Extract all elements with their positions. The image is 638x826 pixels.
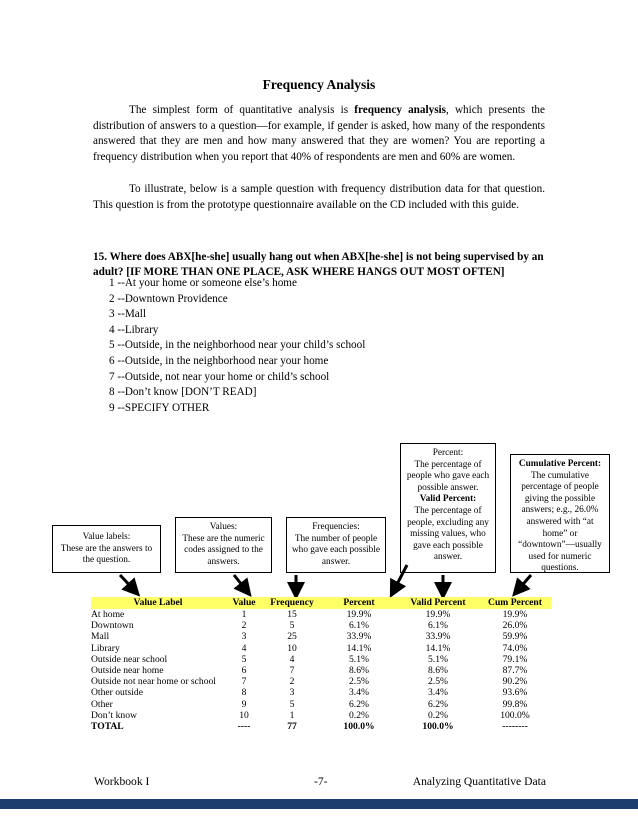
table-row (91, 687, 551, 698)
cell-cum-percent: 100.0% (500, 709, 530, 721)
cumulative-percent-arrow (518, 575, 531, 590)
cell-cum-percent: 26.0% (502, 620, 528, 632)
cell-value: 5 (241, 653, 247, 665)
cell-value-label: Library (91, 642, 120, 654)
valid-percent-callout-text: The percentage of people, excluding any missing values, who gave each possible answer. (407, 505, 489, 563)
answer-option: 3 --Mall (109, 308, 146, 321)
cell-frequency: 10 (287, 642, 297, 654)
col-header-valid-percent: Valid Percent (397, 597, 479, 609)
col-header-value: Value (225, 597, 263, 609)
survey-question: 15. Where does ABX[he-she] usually hang out when ABX[he-she] is not being supervised by an adult? [IF MORE THAN ONE PLACE, ASK WHERE HANGS OUT MOST OFTEN] (93, 251, 544, 279)
cell-percent: 6.2% (349, 698, 369, 710)
cell-cum-percent: -------- (502, 721, 528, 733)
footer-right: Analyzing Quantitative Data (412, 775, 546, 788)
cell-frequency: 5 (289, 620, 295, 632)
cell-valid-percent: 14.1% (425, 642, 451, 654)
cell-cum-percent: 19.9% (502, 609, 528, 620)
cell-value-label: Outside near home (91, 665, 164, 677)
cell-percent: 14.1% (346, 642, 372, 654)
cell-value-label: Other outside (91, 687, 143, 699)
table-total-row (91, 721, 551, 732)
percent-callout-text: The percentage of people who gave each possible answer. (406, 459, 490, 493)
frequency-table (91, 597, 551, 732)
answer-option: 2 --Downtown Providence (109, 292, 228, 305)
values-arrow (234, 575, 246, 590)
table-row (91, 676, 551, 687)
cell-value: 8 (241, 687, 247, 699)
cell-valid-percent: 6.1% (428, 620, 448, 632)
cumulative-callout-text: The cumulative percentage of people giving the possible answers; e.g., 26.0% answered with “at home” or “downtown”—usually used for numeric questions. (518, 470, 602, 574)
cell-cum-percent: 99.8% (502, 698, 528, 710)
frequencies-callout-title: Frequencies (312, 522, 358, 532)
footer-page-number: -7- (314, 775, 328, 788)
cell-percent: 8.6% (349, 665, 369, 677)
cell-valid-percent: 3.4% (428, 687, 448, 699)
table-header-row (91, 597, 551, 609)
cell-frequency: 25 (287, 631, 297, 643)
cell-valid-percent: 33.9% (425, 631, 451, 643)
intro-text-after: , which presents the distribution of answers to a question—for example, if gender is asked, how many of the respondents answered that they are men and how many answered that they are women? You are reporting a frequency distribution when you report that 40% of respondents are men and 60% are women. (93, 104, 545, 163)
cell-percent: 33.9% (346, 631, 372, 643)
value-labels-callout-text: These are the answers to the question. (60, 543, 153, 566)
frequencies-callout-punct: : (357, 522, 360, 532)
cell-frequency: 77 (287, 721, 297, 733)
col-header-value-label: Value Label (91, 597, 225, 609)
cell-valid-percent: 8.6% (428, 665, 448, 677)
cell-valid-percent: 19.9% (425, 609, 451, 620)
table-row (91, 665, 551, 676)
cell-frequency: 1 (289, 709, 295, 721)
cell-value-label: Mall (91, 631, 110, 643)
cell-value-label: Outside not near home or school (91, 676, 216, 688)
answer-option: 7 --Outside, not near your home or child’s school (109, 370, 330, 383)
percent-arrow (394, 565, 407, 590)
cell-cum-percent: 59.9% (502, 631, 528, 643)
cell-frequency: 4 (289, 653, 295, 665)
cell-value: 9 (241, 698, 247, 710)
cell-frequency: 2 (289, 676, 295, 688)
cell-value-label: At home (91, 609, 125, 620)
cell-percent: 3.4% (349, 687, 369, 699)
cell-valid-percent: 0.2% (428, 709, 448, 721)
cell-value-label: Don’t know (91, 709, 137, 721)
illustration-text: To illustrate, below is a sample question with frequency distribution data for that question. This question is from the prototype questionnaire available on the CD included with this guide. (93, 183, 545, 211)
table-row (91, 631, 551, 642)
cell-frequency: 15 (287, 609, 297, 620)
page-title: Frequency Analysis (262, 77, 376, 92)
cell-value-label: Downtown (91, 620, 134, 632)
cell-value: 3 (241, 631, 247, 643)
cell-value: 6 (241, 665, 247, 677)
cell-value-label: Outside near school (91, 653, 168, 665)
cell-cum-percent: 90.2% (502, 676, 528, 688)
values-callout-text: These are the numeric codes assigned to the answers. (182, 533, 265, 567)
cell-cum-percent: 93.6% (502, 687, 528, 699)
col-header-cum-percent: Cum Percent (479, 597, 551, 609)
table-row (91, 699, 551, 710)
cell-percent: 19.9% (346, 609, 372, 620)
answer-option: 4 --Library (109, 323, 159, 336)
cell-valid-percent: 5.1% (428, 653, 448, 665)
percent-callout-punct: : (460, 448, 464, 458)
percent-callout-title: Percent (432, 448, 461, 458)
cell-value: 2 (241, 620, 247, 632)
valid-percent-callout-title: Valid Percent: (419, 494, 477, 505)
values-callout-punct: : (234, 522, 238, 532)
table-row (91, 620, 551, 631)
answer-option: 9 --SPECIFY OTHER (109, 401, 210, 414)
footer-left: Workbook I (94, 775, 150, 788)
col-header-percent: Percent (321, 597, 397, 609)
value-labels-callout-punct: : (127, 532, 131, 542)
cell-cum-percent: 74.0% (502, 642, 528, 654)
cell-valid-percent: 100.0% (422, 721, 454, 733)
cell-cum-percent: 87.7% (502, 665, 528, 677)
cell-value: 4 (241, 642, 247, 654)
cell-value: 7 (241, 676, 247, 688)
answer-option: 5 --Outside, in the neighborhood near your child’s school (109, 339, 366, 352)
table-row (91, 654, 551, 665)
cell-frequency: 7 (289, 665, 295, 677)
cell-valid-percent: 6.2% (428, 698, 448, 710)
col-header-frequency: Frequency (263, 597, 321, 609)
value-labels-callout-title: Value labels (82, 532, 128, 542)
cell-value-label: TOTAL (91, 721, 124, 733)
cell-value: ---- (237, 721, 251, 733)
footer-band (0, 799, 638, 809)
cell-percent: 2.5% (349, 676, 369, 688)
cell-value: 1 (241, 609, 247, 620)
intro-text-before: The simplest form of quantitative analysis is (129, 104, 355, 116)
cell-cum-percent: 79.1% (502, 653, 528, 665)
cumulative-callout-title: Cumulative Percent: (518, 459, 602, 469)
cell-percent: 5.1% (349, 653, 369, 665)
cell-frequency: 3 (289, 687, 295, 699)
cell-value-label: Other (91, 698, 113, 710)
table-row (91, 609, 551, 620)
answer-option: 6 --Outside, in the neighborhood near your home (109, 354, 329, 367)
values-callout-title: Values (209, 522, 235, 532)
table-row (91, 710, 551, 721)
cell-percent: 6.1% (349, 620, 369, 632)
cell-value: 10 (239, 709, 249, 721)
answer-option: 8 --Don’t know [DON’T READ] (109, 386, 257, 399)
frequencies-callout-text: The number of people who gave each possible answer. (291, 533, 381, 567)
cell-percent: 100.0% (343, 721, 375, 733)
value-labels-arrow (120, 575, 134, 590)
cell-valid-percent: 2.5% (428, 676, 448, 688)
cell-percent: 0.2% (349, 709, 369, 721)
table-row (91, 643, 551, 654)
cell-frequency: 5 (289, 698, 295, 710)
answer-option: 1 --At your home or someone else’s home (109, 277, 297, 289)
intro-text-bold: frequency analysis (354, 104, 447, 116)
